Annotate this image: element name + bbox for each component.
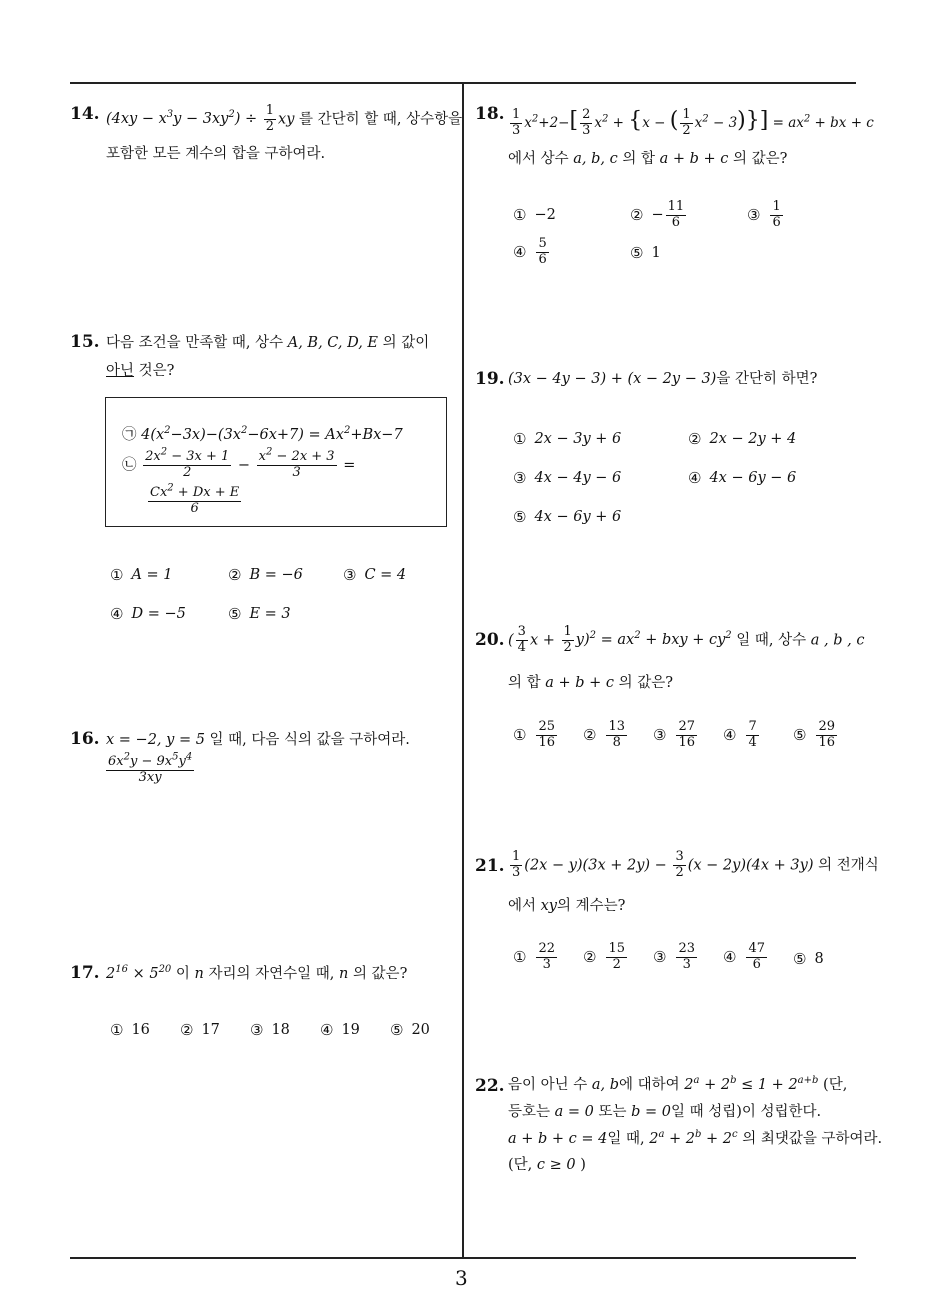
- question-19-text: (3x − 4y − 3) + (x − 2y − 3)을 간단히 하면?: [508, 371, 818, 387]
- q19-option-1[interactable]: ① 2x − 3y + 6: [513, 430, 622, 448]
- question-18-text: 에서 상수 a, b, c 의 합 a + b + c 의 값은?: [508, 151, 788, 167]
- question-15-number: 15.: [70, 332, 100, 352]
- question-21-expression: $\frac{1}{3}$ (2x − y)(3x + 2y) − $\frac{3}{2}$ (x − 2y)(4x + 3y) 의 전개식: [512, 849, 879, 880]
- bottom-rule: [70, 1257, 856, 1259]
- question-17-text: $2^{16} \times 5^{20}$ 이 n 자리의 자연수일 때, n 의 값은?: [106, 964, 408, 982]
- q17-option-1[interactable]: ① 16: [110, 1021, 150, 1039]
- q18-option-5[interactable]: ⑤ 1: [630, 244, 661, 262]
- q18-option-4[interactable]: ④ $\frac{5}{6}$: [513, 236, 547, 267]
- q17-option-5[interactable]: ⑤ 20: [390, 1021, 430, 1039]
- q17-option-3[interactable]: ③ 18: [250, 1021, 290, 1039]
- q20-option-3[interactable]: ③ $\frac{27}{16}$: [653, 719, 695, 750]
- q21-option-4[interactable]: ④ $\frac{47}{6}$: [723, 941, 765, 972]
- question-18-expression: $\frac{1}{3}$ $x^2+2-$[ $\frac{2}{3}$ $x^2 + \{x$ − ( $\frac{1}{2}$ $x^2 - 3)\}] = ax^2$ + bx + c: [512, 107, 874, 138]
- question-16-expression: $\frac{6x^2y - 9x^5y^4}{3xy}$: [108, 751, 193, 785]
- question-22-text: 음이 아닌 수 a, b에 대하여 $2^a + 2^b \le 1 + 2^{a+b}$ (단, 등호는 a = 0 또는 b = 0일 때 성립)이 성립한다. a + b + c = 4일 때, $2^a + 2^b + 2^c$ 의 최댓값을 구하여라. (단, c ≥ 0 ): [508, 1075, 883, 1174]
- q15-option-5[interactable]: ⑤ E = 3: [228, 605, 291, 623]
- q19-option-3[interactable]: ③ 4x − 4y − 6: [513, 469, 622, 487]
- q18-option-2[interactable]: ② − $\frac{11}{6}$: [630, 199, 685, 230]
- q19-option-5[interactable]: ⑤ 4x − 6y + 6: [513, 508, 622, 526]
- q17-option-4[interactable]: ④ 19: [320, 1021, 360, 1039]
- q20-option-2[interactable]: ② $\frac{13}{8}$: [583, 719, 625, 750]
- condition-a: ㉠ $4(x^2-3x)-(3x^2-6x+7) = Ax^2+Bx-7$: [122, 425, 403, 443]
- q21-option-3[interactable]: ③ $\frac{23}{3}$: [653, 941, 695, 972]
- question-20-number: 20.: [475, 630, 505, 650]
- q19-option-4[interactable]: ④ 4x − 6y − 6: [688, 469, 797, 487]
- question-20-expression: ( $\frac{3}{4}$ x + $\frac{1}{2}$ $y)^2 = ax^2$ + bxy + $cy^2$ 일 때, 상수 a , b , c: [508, 624, 865, 655]
- question-21-number: 21.: [475, 856, 505, 876]
- q20-option-4[interactable]: ④ $\frac{7}{4}$: [723, 719, 757, 750]
- condition-b: ㉡ $\frac{2x^2 - 3x + 1}{2}$ − $\frac{x^2 - 2x + 3}{3}$ =: [122, 446, 356, 480]
- question-20-text: 의 합 a + b + c 의 값은?: [508, 675, 674, 691]
- q20-option-1[interactable]: ① $\frac{25}{16}$: [513, 719, 555, 750]
- question-15-text: 다음 조건을 만족할 때, 상수 A, B, C, D, E 의 값이 아닌 것은?: [106, 335, 430, 379]
- question-22-number: 22.: [475, 1076, 505, 1096]
- page-number: 3: [455, 1266, 468, 1290]
- question-16-text: x = −2, y = 5 일 때, 다음 식의 값을 구하여라.: [106, 732, 410, 748]
- question-18-number: 18.: [475, 104, 505, 124]
- q15-option-2[interactable]: ② B = −6: [228, 566, 303, 584]
- q15-option-1[interactable]: ① A = 1: [110, 566, 173, 584]
- question-14-number: 14.: [70, 104, 100, 124]
- condition-b-rhs: $\frac{Cx^2 + Dx + E}{6}$: [150, 482, 240, 516]
- question-21-text: 에서 xy의 계수는?: [508, 898, 626, 914]
- column-divider: [462, 82, 464, 1258]
- q17-option-2[interactable]: ② 17: [180, 1021, 220, 1039]
- question-16-number: 16.: [70, 729, 100, 749]
- q15-option-4[interactable]: ④ D = −5: [110, 605, 186, 623]
- q21-option-1[interactable]: ① $\frac{22}{3}$: [513, 941, 555, 972]
- q21-option-2[interactable]: ② $\frac{15}{2}$: [583, 941, 625, 972]
- q15-option-3[interactable]: ③ C = 4: [343, 566, 407, 584]
- q18-option-1[interactable]: ① −2: [513, 206, 556, 224]
- question-17-number: 17.: [70, 963, 100, 983]
- q19-option-2[interactable]: ② 2x − 2y + 4: [688, 430, 797, 448]
- question-19-number: 19.: [475, 369, 505, 389]
- q20-option-5[interactable]: ⑤ $\frac{29}{16}$: [793, 719, 835, 750]
- q21-option-5[interactable]: ⑤ 8: [793, 950, 824, 968]
- question-14-text: $(4xy - x^3y - 3xy^2)$ ÷ $\frac{1}{2}$ xy 를 간단히 할 때, 상수항을 포함한 모든 계수의 합을 구하여라.: [106, 103, 463, 162]
- q18-option-3[interactable]: ③ $\frac{1}{6}$: [747, 199, 781, 230]
